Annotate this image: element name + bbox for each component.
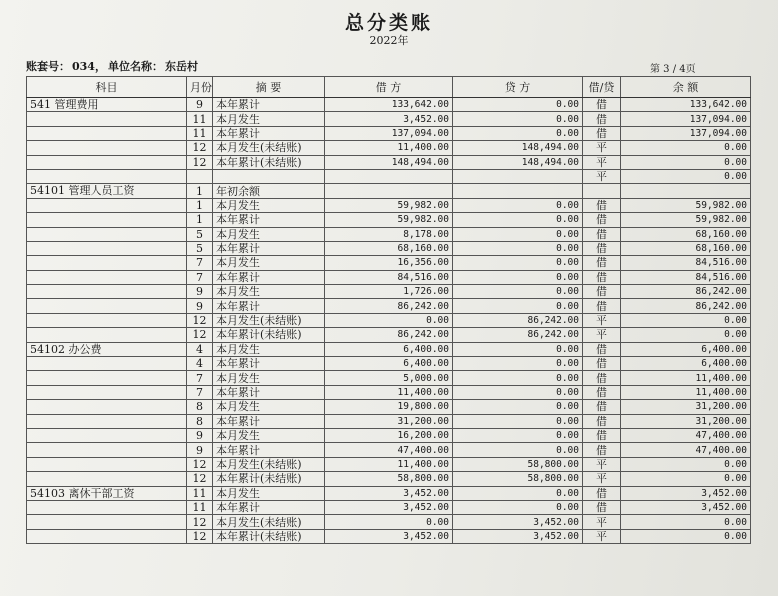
balance-cell: 11,400.00 bbox=[621, 385, 751, 399]
direction-cell: 借 bbox=[583, 112, 621, 126]
table-row bbox=[27, 184, 751, 198]
debit-cell: 3,452.00 bbox=[325, 112, 453, 126]
table-row bbox=[27, 313, 751, 327]
summary-cell: 本月发生 bbox=[213, 371, 325, 385]
direction-cell: 借 bbox=[583, 400, 621, 414]
balance-cell: 11,400.00 bbox=[621, 371, 751, 385]
debit-cell: 137,094.00 bbox=[325, 126, 453, 140]
debit-cell: 3,452.00 bbox=[325, 486, 453, 500]
credit-cell: 0.00 bbox=[453, 256, 583, 270]
summary-cell: 本年累计 bbox=[213, 385, 325, 399]
direction-cell: 借 bbox=[583, 486, 621, 500]
summary-cell: 年初余额 bbox=[213, 184, 325, 198]
summary-cell: 本月发生 bbox=[213, 486, 325, 500]
debit-cell: 59,982.00 bbox=[325, 198, 453, 212]
summary-cell: 本年累计 bbox=[213, 241, 325, 255]
credit-cell: 58,800.00 bbox=[453, 457, 583, 471]
subject-cell bbox=[27, 299, 187, 313]
summary-cell: 本月发生 bbox=[213, 285, 325, 299]
table-row bbox=[27, 285, 751, 299]
balance-cell: 6,400.00 bbox=[621, 357, 751, 371]
credit-cell: 148,494.00 bbox=[453, 141, 583, 155]
summary-cell: 本月发生(未结账) bbox=[213, 515, 325, 529]
debit-cell: 16,356.00 bbox=[325, 256, 453, 270]
subject-cell bbox=[27, 371, 187, 385]
credit-cell: 3,452.00 bbox=[453, 515, 583, 529]
month-cell: 11 bbox=[187, 126, 213, 140]
account-no-label: 账套号： bbox=[26, 60, 70, 73]
summary-cell: 本年累计(未结账) bbox=[213, 155, 325, 169]
direction-cell: 平 bbox=[583, 313, 621, 327]
summary-cell: 本月发生 bbox=[213, 198, 325, 212]
summary-cell: 本月发生(未结账) bbox=[213, 313, 325, 327]
subject-cell bbox=[27, 457, 187, 471]
table-row bbox=[27, 515, 751, 529]
subject-cell: 54101 管理人员工资 bbox=[27, 184, 187, 198]
debit-cell: 3,452.00 bbox=[325, 529, 453, 543]
ledger-year: 2022年 bbox=[369, 34, 409, 47]
debit-cell bbox=[325, 169, 453, 183]
month-cell: 7 bbox=[187, 371, 213, 385]
subject-cell: 54103 离休干部工资 bbox=[27, 486, 187, 500]
debit-cell: 11,400.00 bbox=[325, 141, 453, 155]
subject-cell bbox=[27, 414, 187, 428]
subject-cell bbox=[27, 285, 187, 299]
debit-cell: 86,242.00 bbox=[325, 299, 453, 313]
table-row bbox=[27, 126, 751, 140]
direction-cell: 借 bbox=[583, 198, 621, 212]
credit-cell: 0.00 bbox=[453, 500, 583, 514]
direction-cell: 借 bbox=[583, 270, 621, 284]
table-header bbox=[27, 77, 751, 98]
table-row bbox=[27, 472, 751, 486]
balance-cell: 0.00 bbox=[621, 515, 751, 529]
month-cell: 7 bbox=[187, 270, 213, 284]
subject-cell bbox=[27, 400, 187, 414]
month-cell: 9 bbox=[187, 443, 213, 457]
balance-cell: 31,200.00 bbox=[621, 400, 751, 414]
credit-cell: 0.00 bbox=[453, 126, 583, 140]
credit-cell: 0.00 bbox=[453, 428, 583, 442]
table-row bbox=[27, 155, 751, 169]
summary-cell: 本年累计 bbox=[213, 98, 325, 112]
credit-cell bbox=[453, 169, 583, 183]
table-row bbox=[27, 342, 751, 356]
month-cell bbox=[187, 169, 213, 183]
credit-cell: 86,242.00 bbox=[453, 328, 583, 342]
summary-cell: 本月发生 bbox=[213, 227, 325, 241]
col-balance: 余 额 bbox=[621, 77, 751, 98]
direction-cell: 平 bbox=[583, 457, 621, 471]
month-cell: 12 bbox=[187, 515, 213, 529]
balance-cell: 137,094.00 bbox=[621, 112, 751, 126]
col-debit: 借 方 bbox=[325, 77, 453, 98]
month-cell: 1 bbox=[187, 184, 213, 198]
summary-cell: 本月发生 bbox=[213, 342, 325, 356]
balance-cell: 0.00 bbox=[621, 169, 751, 183]
debit-cell: 68,160.00 bbox=[325, 241, 453, 255]
subject-cell bbox=[27, 428, 187, 442]
direction-cell: 平 bbox=[583, 328, 621, 342]
direction-cell: 借 bbox=[583, 385, 621, 399]
subject-cell bbox=[27, 529, 187, 543]
table-row bbox=[27, 270, 751, 284]
month-cell: 11 bbox=[187, 486, 213, 500]
subject-cell bbox=[27, 155, 187, 169]
debit-cell: 19,800.00 bbox=[325, 400, 453, 414]
credit-cell: 0.00 bbox=[453, 299, 583, 313]
table-row bbox=[27, 198, 751, 212]
balance-cell: 0.00 bbox=[621, 155, 751, 169]
subject-cell bbox=[27, 141, 187, 155]
debit-cell: 6,400.00 bbox=[325, 342, 453, 356]
col-summary: 摘 要 bbox=[213, 77, 325, 98]
debit-cell: 6,400.00 bbox=[325, 357, 453, 371]
debit-cell: 11,400.00 bbox=[325, 385, 453, 399]
balance-cell: 0.00 bbox=[621, 313, 751, 327]
credit-cell: 148,494.00 bbox=[453, 155, 583, 169]
subject-cell bbox=[27, 270, 187, 284]
balance-cell: 86,242.00 bbox=[621, 299, 751, 313]
credit-cell: 0.00 bbox=[453, 385, 583, 399]
table-row bbox=[27, 98, 751, 112]
credit-cell: 0.00 bbox=[453, 198, 583, 212]
credit-cell: 58,800.00 bbox=[453, 472, 583, 486]
balance-cell: 3,452.00 bbox=[621, 486, 751, 500]
subject-cell bbox=[27, 256, 187, 270]
month-cell: 4 bbox=[187, 357, 213, 371]
month-cell: 5 bbox=[187, 227, 213, 241]
month-cell: 9 bbox=[187, 428, 213, 442]
debit-cell: 86,242.00 bbox=[325, 328, 453, 342]
balance-cell: 84,516.00 bbox=[621, 270, 751, 284]
month-cell: 8 bbox=[187, 400, 213, 414]
table-row bbox=[27, 385, 751, 399]
debit-cell: 8,178.00 bbox=[325, 227, 453, 241]
direction-cell: 借 bbox=[583, 98, 621, 112]
month-cell: 12 bbox=[187, 155, 213, 169]
direction-cell: 平 bbox=[583, 515, 621, 529]
subject-cell bbox=[27, 198, 187, 212]
direction-cell: 借 bbox=[583, 241, 621, 255]
table-row bbox=[27, 414, 751, 428]
credit-cell: 0.00 bbox=[453, 414, 583, 428]
debit-cell: 31,200.00 bbox=[325, 414, 453, 428]
direction-cell: 平 bbox=[583, 529, 621, 543]
debit-cell: 0.00 bbox=[325, 515, 453, 529]
subject-cell: 54102 办公费 bbox=[27, 342, 187, 356]
balance-cell: 6,400.00 bbox=[621, 342, 751, 356]
direction-cell bbox=[583, 184, 621, 198]
credit-cell: 0.00 bbox=[453, 285, 583, 299]
direction-cell: 借 bbox=[583, 500, 621, 514]
table-row bbox=[27, 529, 751, 543]
month-cell: 4 bbox=[187, 342, 213, 356]
balance-cell bbox=[621, 184, 751, 198]
debit-cell: 84,516.00 bbox=[325, 270, 453, 284]
col-month: 月份 bbox=[187, 77, 213, 98]
summary-cell: 本年累计 bbox=[213, 299, 325, 313]
direction-cell: 借 bbox=[583, 285, 621, 299]
table-row bbox=[27, 213, 751, 227]
direction-cell: 借 bbox=[583, 299, 621, 313]
direction-cell: 借 bbox=[583, 371, 621, 385]
month-cell: 7 bbox=[187, 385, 213, 399]
balance-cell: 47,400.00 bbox=[621, 443, 751, 457]
table-row bbox=[27, 328, 751, 342]
table-row bbox=[27, 112, 751, 126]
subject-cell bbox=[27, 472, 187, 486]
credit-cell bbox=[453, 184, 583, 198]
month-cell: 9 bbox=[187, 285, 213, 299]
debit-cell: 16,200.00 bbox=[325, 428, 453, 442]
direction-cell: 借 bbox=[583, 227, 621, 241]
subject-cell bbox=[27, 443, 187, 457]
direction-cell: 借 bbox=[583, 213, 621, 227]
month-cell: 12 bbox=[187, 457, 213, 471]
month-cell: 9 bbox=[187, 98, 213, 112]
balance-cell: 31,200.00 bbox=[621, 414, 751, 428]
summary-cell: 本月发生 bbox=[213, 400, 325, 414]
balance-cell: 0.00 bbox=[621, 472, 751, 486]
subject-cell bbox=[27, 213, 187, 227]
subject-cell bbox=[27, 126, 187, 140]
direction-cell: 借 bbox=[583, 342, 621, 356]
summary-cell: 本月发生 bbox=[213, 256, 325, 270]
credit-cell: 0.00 bbox=[453, 342, 583, 356]
debit-cell: 47,400.00 bbox=[325, 443, 453, 457]
table-row bbox=[27, 371, 751, 385]
summary-cell: 本年累计 bbox=[213, 443, 325, 457]
summary-cell: 本年累计 bbox=[213, 213, 325, 227]
debit-cell: 0.00 bbox=[325, 313, 453, 327]
col-subject: 科目 bbox=[27, 77, 187, 98]
summary-cell: 本年累计 bbox=[213, 126, 325, 140]
unit-name: 东岳村 bbox=[164, 60, 198, 73]
debit-cell: 133,642.00 bbox=[325, 98, 453, 112]
balance-cell: 68,160.00 bbox=[621, 241, 751, 255]
table-row bbox=[27, 500, 751, 514]
credit-cell: 0.00 bbox=[453, 112, 583, 126]
credit-cell: 86,242.00 bbox=[453, 313, 583, 327]
direction-cell: 平 bbox=[583, 169, 621, 183]
table-row bbox=[27, 486, 751, 500]
summary-cell: 本月发生 bbox=[213, 428, 325, 442]
summary-cell: 本年累计 bbox=[213, 270, 325, 284]
ledger-body bbox=[27, 98, 751, 544]
month-cell: 1 bbox=[187, 198, 213, 212]
debit-cell bbox=[325, 184, 453, 198]
summary-cell: 本月发生 bbox=[213, 112, 325, 126]
direction-cell: 借 bbox=[583, 126, 621, 140]
debit-cell: 148,494.00 bbox=[325, 155, 453, 169]
subject-cell: 541 管理费用 bbox=[27, 98, 187, 112]
table-row bbox=[27, 357, 751, 371]
direction-cell: 平 bbox=[583, 472, 621, 486]
subject-cell bbox=[27, 169, 187, 183]
subject-cell bbox=[27, 227, 187, 241]
summary-cell: 本年累计 bbox=[213, 414, 325, 428]
debit-cell: 1,726.00 bbox=[325, 285, 453, 299]
summary-cell: 本年累计(未结账) bbox=[213, 328, 325, 342]
subject-cell bbox=[27, 328, 187, 342]
credit-cell: 0.00 bbox=[453, 443, 583, 457]
table-row bbox=[27, 443, 751, 457]
balance-cell: 59,982.00 bbox=[621, 198, 751, 212]
credit-cell: 0.00 bbox=[453, 371, 583, 385]
summary-cell: 本年累计(未结账) bbox=[213, 529, 325, 543]
subject-cell bbox=[27, 313, 187, 327]
month-cell: 5 bbox=[187, 241, 213, 255]
account-info bbox=[26, 58, 200, 74]
credit-cell: 0.00 bbox=[453, 213, 583, 227]
balance-cell: 0.00 bbox=[621, 457, 751, 471]
direction-cell: 借 bbox=[583, 414, 621, 428]
subject-cell bbox=[27, 500, 187, 514]
table-row bbox=[27, 256, 751, 270]
balance-cell: 47,400.00 bbox=[621, 428, 751, 442]
col-direction: 借/贷 bbox=[583, 77, 621, 98]
credit-cell: 0.00 bbox=[453, 98, 583, 112]
month-cell: 12 bbox=[187, 328, 213, 342]
balance-cell: 0.00 bbox=[621, 328, 751, 342]
balance-cell: 84,516.00 bbox=[621, 256, 751, 270]
table-row bbox=[27, 169, 751, 183]
summary-cell: 本年累计 bbox=[213, 357, 325, 371]
credit-cell: 3,452.00 bbox=[453, 529, 583, 543]
credit-cell: 0.00 bbox=[453, 241, 583, 255]
credit-cell: 0.00 bbox=[453, 357, 583, 371]
month-cell: 11 bbox=[187, 500, 213, 514]
table-row bbox=[27, 299, 751, 313]
month-cell: 1 bbox=[187, 213, 213, 227]
page-title: 总分类账 bbox=[344, 12, 433, 34]
balance-cell: 0.00 bbox=[621, 141, 751, 155]
subject-cell bbox=[27, 515, 187, 529]
table-row bbox=[27, 241, 751, 255]
subject-cell bbox=[27, 357, 187, 371]
debit-cell: 58,800.00 bbox=[325, 472, 453, 486]
balance-cell: 68,160.00 bbox=[621, 227, 751, 241]
page-number: 第 3 / 4页 bbox=[650, 64, 696, 75]
summary-cell: 本月发生(未结账) bbox=[213, 457, 325, 471]
credit-cell: 0.00 bbox=[453, 486, 583, 500]
direction-cell: 借 bbox=[583, 428, 621, 442]
month-cell: 12 bbox=[187, 529, 213, 543]
balance-cell: 3,452.00 bbox=[621, 500, 751, 514]
month-cell: 8 bbox=[187, 414, 213, 428]
summary-cell: 本月发生(未结账) bbox=[213, 141, 325, 155]
ledger-table bbox=[26, 76, 751, 544]
balance-cell: 133,642.00 bbox=[621, 98, 751, 112]
month-cell: 12 bbox=[187, 472, 213, 486]
unit-label: 单位名称： bbox=[107, 60, 163, 73]
direction-cell: 借 bbox=[583, 357, 621, 371]
summary-cell: 本年累计 bbox=[213, 500, 325, 514]
debit-cell: 3,452.00 bbox=[325, 500, 453, 514]
credit-cell: 0.00 bbox=[453, 400, 583, 414]
summary-cell: 本年累计(未结账) bbox=[213, 472, 325, 486]
table-row bbox=[27, 400, 751, 414]
subject-cell bbox=[27, 112, 187, 126]
col-credit: 贷 方 bbox=[453, 77, 583, 98]
credit-cell: 0.00 bbox=[453, 227, 583, 241]
balance-cell: 86,242.00 bbox=[621, 285, 751, 299]
table-row bbox=[27, 428, 751, 442]
direction-cell: 借 bbox=[583, 256, 621, 270]
credit-cell: 0.00 bbox=[453, 270, 583, 284]
month-cell: 12 bbox=[187, 141, 213, 155]
month-cell: 7 bbox=[187, 256, 213, 270]
account-no: 034， bbox=[72, 60, 106, 73]
summary-cell bbox=[213, 169, 325, 183]
debit-cell: 11,400.00 bbox=[325, 457, 453, 471]
month-cell: 9 bbox=[187, 299, 213, 313]
subject-cell bbox=[27, 241, 187, 255]
debit-cell: 5,000.00 bbox=[325, 371, 453, 385]
balance-cell: 137,094.00 bbox=[621, 126, 751, 140]
balance-cell: 0.00 bbox=[621, 529, 751, 543]
table-row bbox=[27, 457, 751, 471]
table-row bbox=[27, 141, 751, 155]
balance-cell: 59,982.00 bbox=[621, 213, 751, 227]
month-cell: 11 bbox=[187, 112, 213, 126]
direction-cell: 借 bbox=[583, 443, 621, 457]
direction-cell: 平 bbox=[583, 141, 621, 155]
subject-cell bbox=[27, 385, 187, 399]
table-row bbox=[27, 227, 751, 241]
direction-cell: 平 bbox=[583, 155, 621, 169]
debit-cell: 59,982.00 bbox=[325, 213, 453, 227]
month-cell: 12 bbox=[187, 313, 213, 327]
